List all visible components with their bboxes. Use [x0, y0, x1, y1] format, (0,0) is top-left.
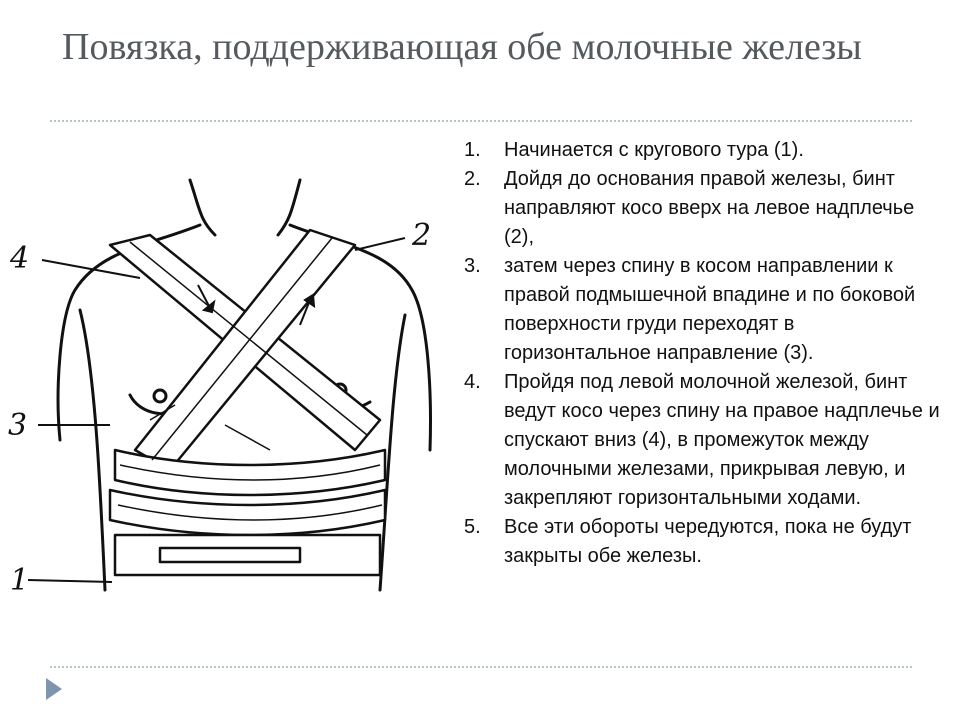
step-number: 2. [464, 168, 481, 190]
step-text: Пройдя под левой молочной железой, бинт ведут косо через спину на правое надплечье и спускают вниз (4), в промежуток между молочными железами, прикрывая левую, и закрепляют горизонтальными ходами. [504, 371, 940, 509]
step-number: 5. [464, 516, 481, 538]
step-number: 4. [464, 371, 481, 393]
step-item [464, 368, 940, 513]
step-number: 3. [464, 255, 481, 277]
figure-label-2: 2 [412, 218, 432, 253]
step-item [464, 165, 940, 252]
triangle-right-icon[interactable] [44, 676, 64, 702]
step-number: 1. [464, 139, 481, 161]
figure-label-3: 3 [8, 408, 28, 443]
title-divider [50, 120, 912, 122]
step-text: затем через спину в косом направлении к правой подмышечной впадине и по боковой поверхности груди переходят в горизонтальное направление (3). [504, 255, 916, 364]
step-text: Все эти обороты чередуются, пока не будут закрыты обе железы. [504, 516, 912, 567]
step-item [464, 252, 940, 368]
step-item [464, 513, 940, 571]
figure-label-1: 1 [10, 563, 30, 598]
step-text: Дойдя до основания правой железы, бинт направляют косо вверх на левое надплечье (2), [504, 168, 915, 248]
figure-label-4: 4 [10, 241, 30, 276]
steps-list [464, 136, 940, 571]
bandage-illustration [0, 150, 460, 600]
step-text: Начинается с кругового тура (1). [504, 139, 804, 161]
footer-divider [50, 666, 912, 668]
slide-title: Повязка, поддерживающая обе молочные железы [62, 26, 862, 68]
step-item [464, 136, 940, 165]
